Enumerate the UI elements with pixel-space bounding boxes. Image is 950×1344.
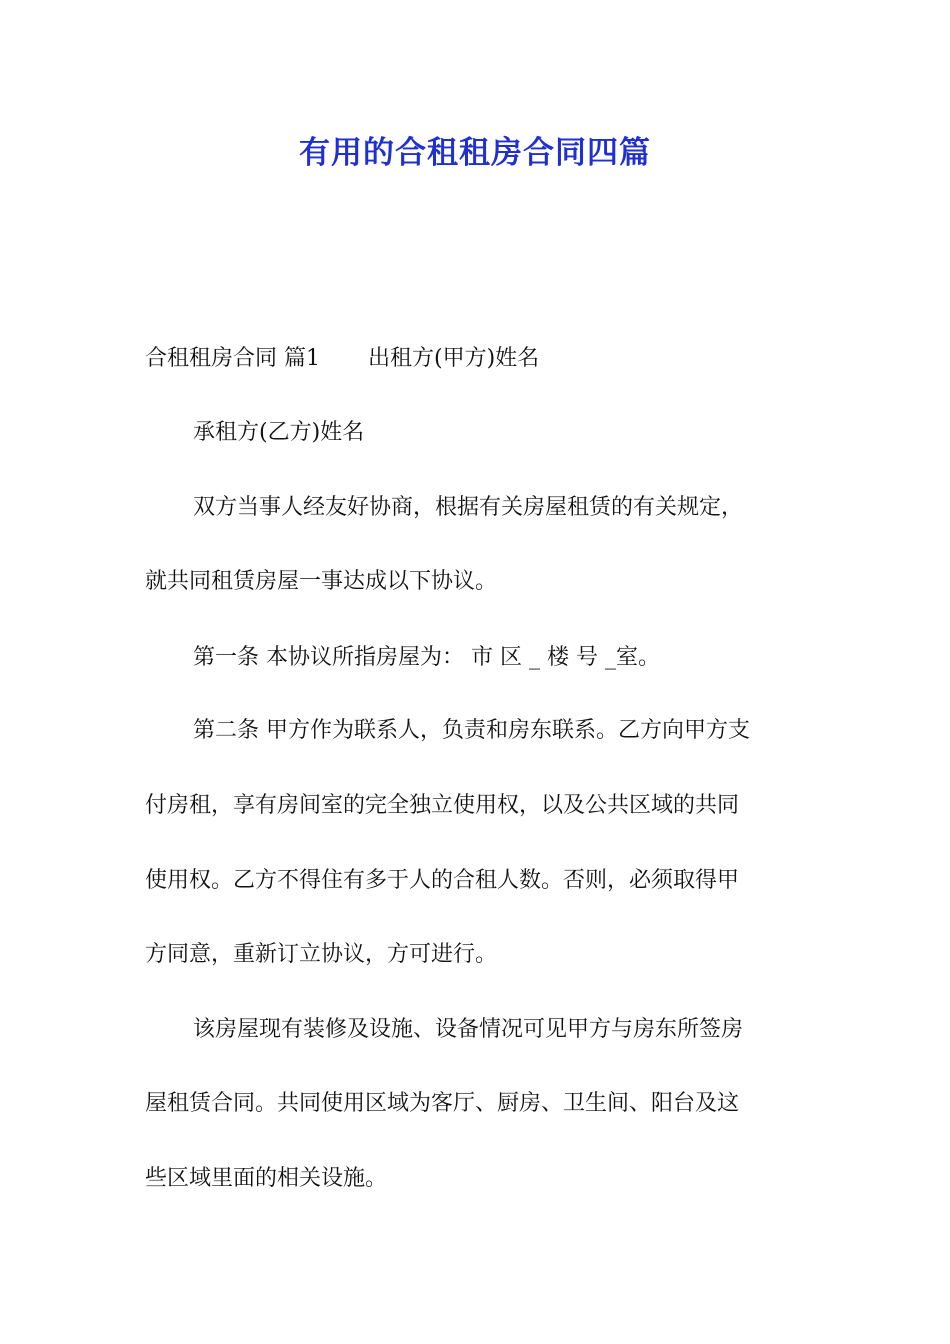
contract-section-label: 合租租房合同 篇1 [145,346,320,371]
paragraph-line: 屋租赁合同。共同使用区域为客厅、厨房、卫生间、阳台及这 [145,1091,740,1116]
paragraph-line: 双方当事人经友好协商，根据有关房屋租赁的有关规定， [193,495,744,520]
paragraph-line: 该房屋现有装修及设施、设备情况可见甲方与房东所签房 [193,1017,744,1042]
paragraph-line: 使用权。乙方不得住有多于人的合租人数。否则，必须取得甲 [145,868,740,893]
paragraph-line: 方同意，重新订立协议，方可进行。 [145,942,498,967]
contract-heading-line [145,344,539,374]
lessor-name-field: 出租方(甲方)姓名 [368,346,540,371]
paragraph-line: 些区域里面的相关设施。 [145,1166,388,1191]
article-2-line: 第二条 甲方作为联系人，负责和房东联系。乙方向甲方支 [193,718,750,743]
paragraph-line: 付房租，享有房间室的完全独立使用权，以及公共区域的共同 [145,793,740,818]
document-title: 有用的合租租房合同四篇 [299,135,651,171]
paragraph-line: 就共同租赁房屋一事达成以下协议。 [145,569,498,594]
lessee-name-field: 承租方(乙方)姓名 [193,420,365,445]
article-1-line: 第一条 本协议所指房屋为： 市 区 _ 楼 号 _室。 [193,645,660,670]
